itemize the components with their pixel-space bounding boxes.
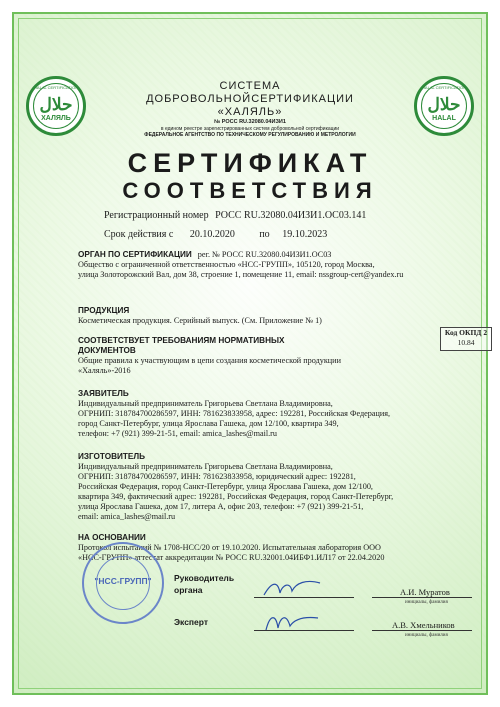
organization-stamp [82, 542, 164, 624]
requirements-line-1: Общие правила к участвующим в цепи создания косметической продукции [78, 356, 341, 365]
requirements-line-2: «Халяль»-2016 [78, 366, 131, 375]
system-line-3: «ХАЛЯЛЬ» [217, 106, 283, 118]
registration-label: Регистрационный номер [104, 210, 209, 221]
manufacturer-line-4: квартира 349, фактический адрес: 192281, Российская Федерация, город Санкт-Петербург, [78, 492, 394, 501]
certification-body-reg: рег. № РОСС RU.32080.04ИЗИ1.ОС03 [197, 250, 332, 259]
applicant-heading: ЗАЯВИТЕЛЬ [78, 389, 129, 398]
expert-signature-line [254, 630, 354, 631]
head-label-1: Руководитель [174, 573, 235, 583]
logo-right-arabic-text: حلال [427, 95, 461, 115]
certificate-title: СЕРТИФИКАТ [127, 148, 373, 178]
stamp-name: "НСС-ГРУПП" [94, 576, 152, 586]
okpd-value: 10.84 [457, 338, 475, 347]
logo-left-caption: ХАЛЯЛЬ [41, 115, 71, 122]
expert-name-line [372, 630, 472, 631]
certification-body-heading: ОРГАН ПО СЕРТИФИКАЦИИ [78, 250, 192, 259]
agency-name: ФЕДЕРАЛЬНОЕ АГЕНТСТВО ПО ТЕХНИЧЕСКОМУ РЕГУЛИРОВАНИЮ И МЕТРОЛОГИИ [144, 132, 356, 138]
system-line-1: СИСТЕМА [219, 80, 281, 92]
expert-name-caption: инициалы, фамилия [405, 633, 448, 638]
requirements-heading-1: СООТВЕТСТВУЕТ ТРЕБОВАНИЯМ НОРМАТИВНЫХ [78, 336, 285, 345]
expert-label: Эксперт [174, 617, 209, 627]
expert-name: А.В. Хмельников [392, 620, 455, 630]
section-manufacturer [78, 452, 393, 522]
product-description: Косметическая продукция. Серийный выпуск. (См. Приложение № 1) [78, 316, 322, 325]
validity-to-label: по [259, 229, 270, 240]
logo-right-caption: HALAL [432, 115, 456, 122]
applicant-line-4: телефон: +7 (921) 399-21-51, email: amica_lashes@mail.ru [78, 429, 277, 438]
okpd-label: Код ОКПД 2 [444, 328, 488, 337]
basis-line-2: «НСС-ГРУПП» аттестат аккредитации № РОСС RU.32001.04ИБФ1.ИЛ17 от 22.04.2020 [78, 553, 385, 562]
head-signature [262, 577, 322, 599]
system-line-2: ДОБРОВОЛЬНОЙСЕРТИФИКАЦИИ [146, 93, 354, 105]
section-applicant [78, 389, 390, 439]
manufacturer-line-6: email: amica_lashes@mail.ru [78, 512, 176, 521]
head-signature-line [254, 597, 354, 598]
halal-logo-left [26, 76, 86, 136]
logo-left-arabic-text: حلال [39, 95, 73, 115]
certification-body-line-3: улица Золоторожский Вал, дом 38, строение 1, помещение 11, email: nssgroup-cert@yandex.ru [78, 270, 404, 279]
halal-logo-right [414, 76, 474, 136]
head-name-line [372, 597, 472, 598]
certification-body-line-2: Общество с ограниченной ответственностью «НСС-ГРУПП», 105120, город Москва, [78, 260, 375, 269]
validity-row [104, 229, 327, 240]
manufacturer-heading: ИЗГОТОВИТЕЛЬ [78, 452, 145, 461]
registration-number: РОСС RU.32080.04ИЗИ1.ОС03.141 [215, 210, 367, 221]
registration-row [104, 210, 366, 221]
logo-left-arc-text: HALAL CERTIFICATION [34, 85, 78, 90]
applicant-line-2: ОГРНИП: 318784700286597, ИНН: 781623833958, адрес: 192281, Российская Федерация, [78, 409, 391, 418]
basis-line-1: Протокол испытаний № 1708-НСС/20 от 19.10.2020. Испытательная лаборатория ООО [78, 543, 381, 552]
section-certification-body [78, 250, 403, 280]
manufacturer-line-2: ОГРНИП: 318784700286597, ИНН: 781623833958, юридический адрес: 192281, [78, 472, 356, 481]
manufacturer-line-1: Индивидуальный предприниматель Григорьева Светлана Владимировна, [78, 462, 333, 471]
head-label-2: органа [174, 585, 203, 595]
validity-to: 19.10.2023 [282, 229, 328, 240]
register-note: в едином реестре зарегистрированных систем добровольной сертификации [160, 126, 340, 132]
section-requirements [78, 336, 341, 376]
okpd-code-box [440, 327, 492, 351]
logo-right-arc-text: HALAL CERTIFICATION [422, 85, 466, 90]
certificate-subtitle: СООТВЕТСТВИЯ [122, 178, 378, 203]
head-name-caption: инициалы, фамилия [405, 600, 448, 605]
basis-heading: НА ОСНОВАНИИ [78, 533, 146, 542]
manufacturer-line-5: улица Ярослава Гашека, дом 17, литера А, офис 203, телефон: +7 (921) 399-21-51, [78, 502, 364, 511]
manufacturer-line-3: Российская Федерация, город Санкт-Петербург, улица Ярослава Гашека, дом 12/100, [78, 482, 373, 491]
product-heading: ПРОДУКЦИЯ [78, 306, 130, 315]
validity-from: 20.10.2020 [189, 229, 235, 240]
validity-label: Срок действия с [104, 229, 174, 240]
section-product [78, 306, 322, 326]
requirements-heading-2: ДОКУМЕНТОВ [78, 346, 136, 355]
applicant-line-3: город Санкт-Петербург, улица Ярослава Гашека, дом 12/100, квартира 349, [78, 419, 339, 428]
system-reg-number: № РОСС RU.32080.04ИЗИ1 [214, 119, 286, 125]
head-name: А.И. Муратов [400, 587, 450, 597]
applicant-line-1: Индивидуальный предприниматель Григорьева Светлана Владимировна, [78, 399, 333, 408]
